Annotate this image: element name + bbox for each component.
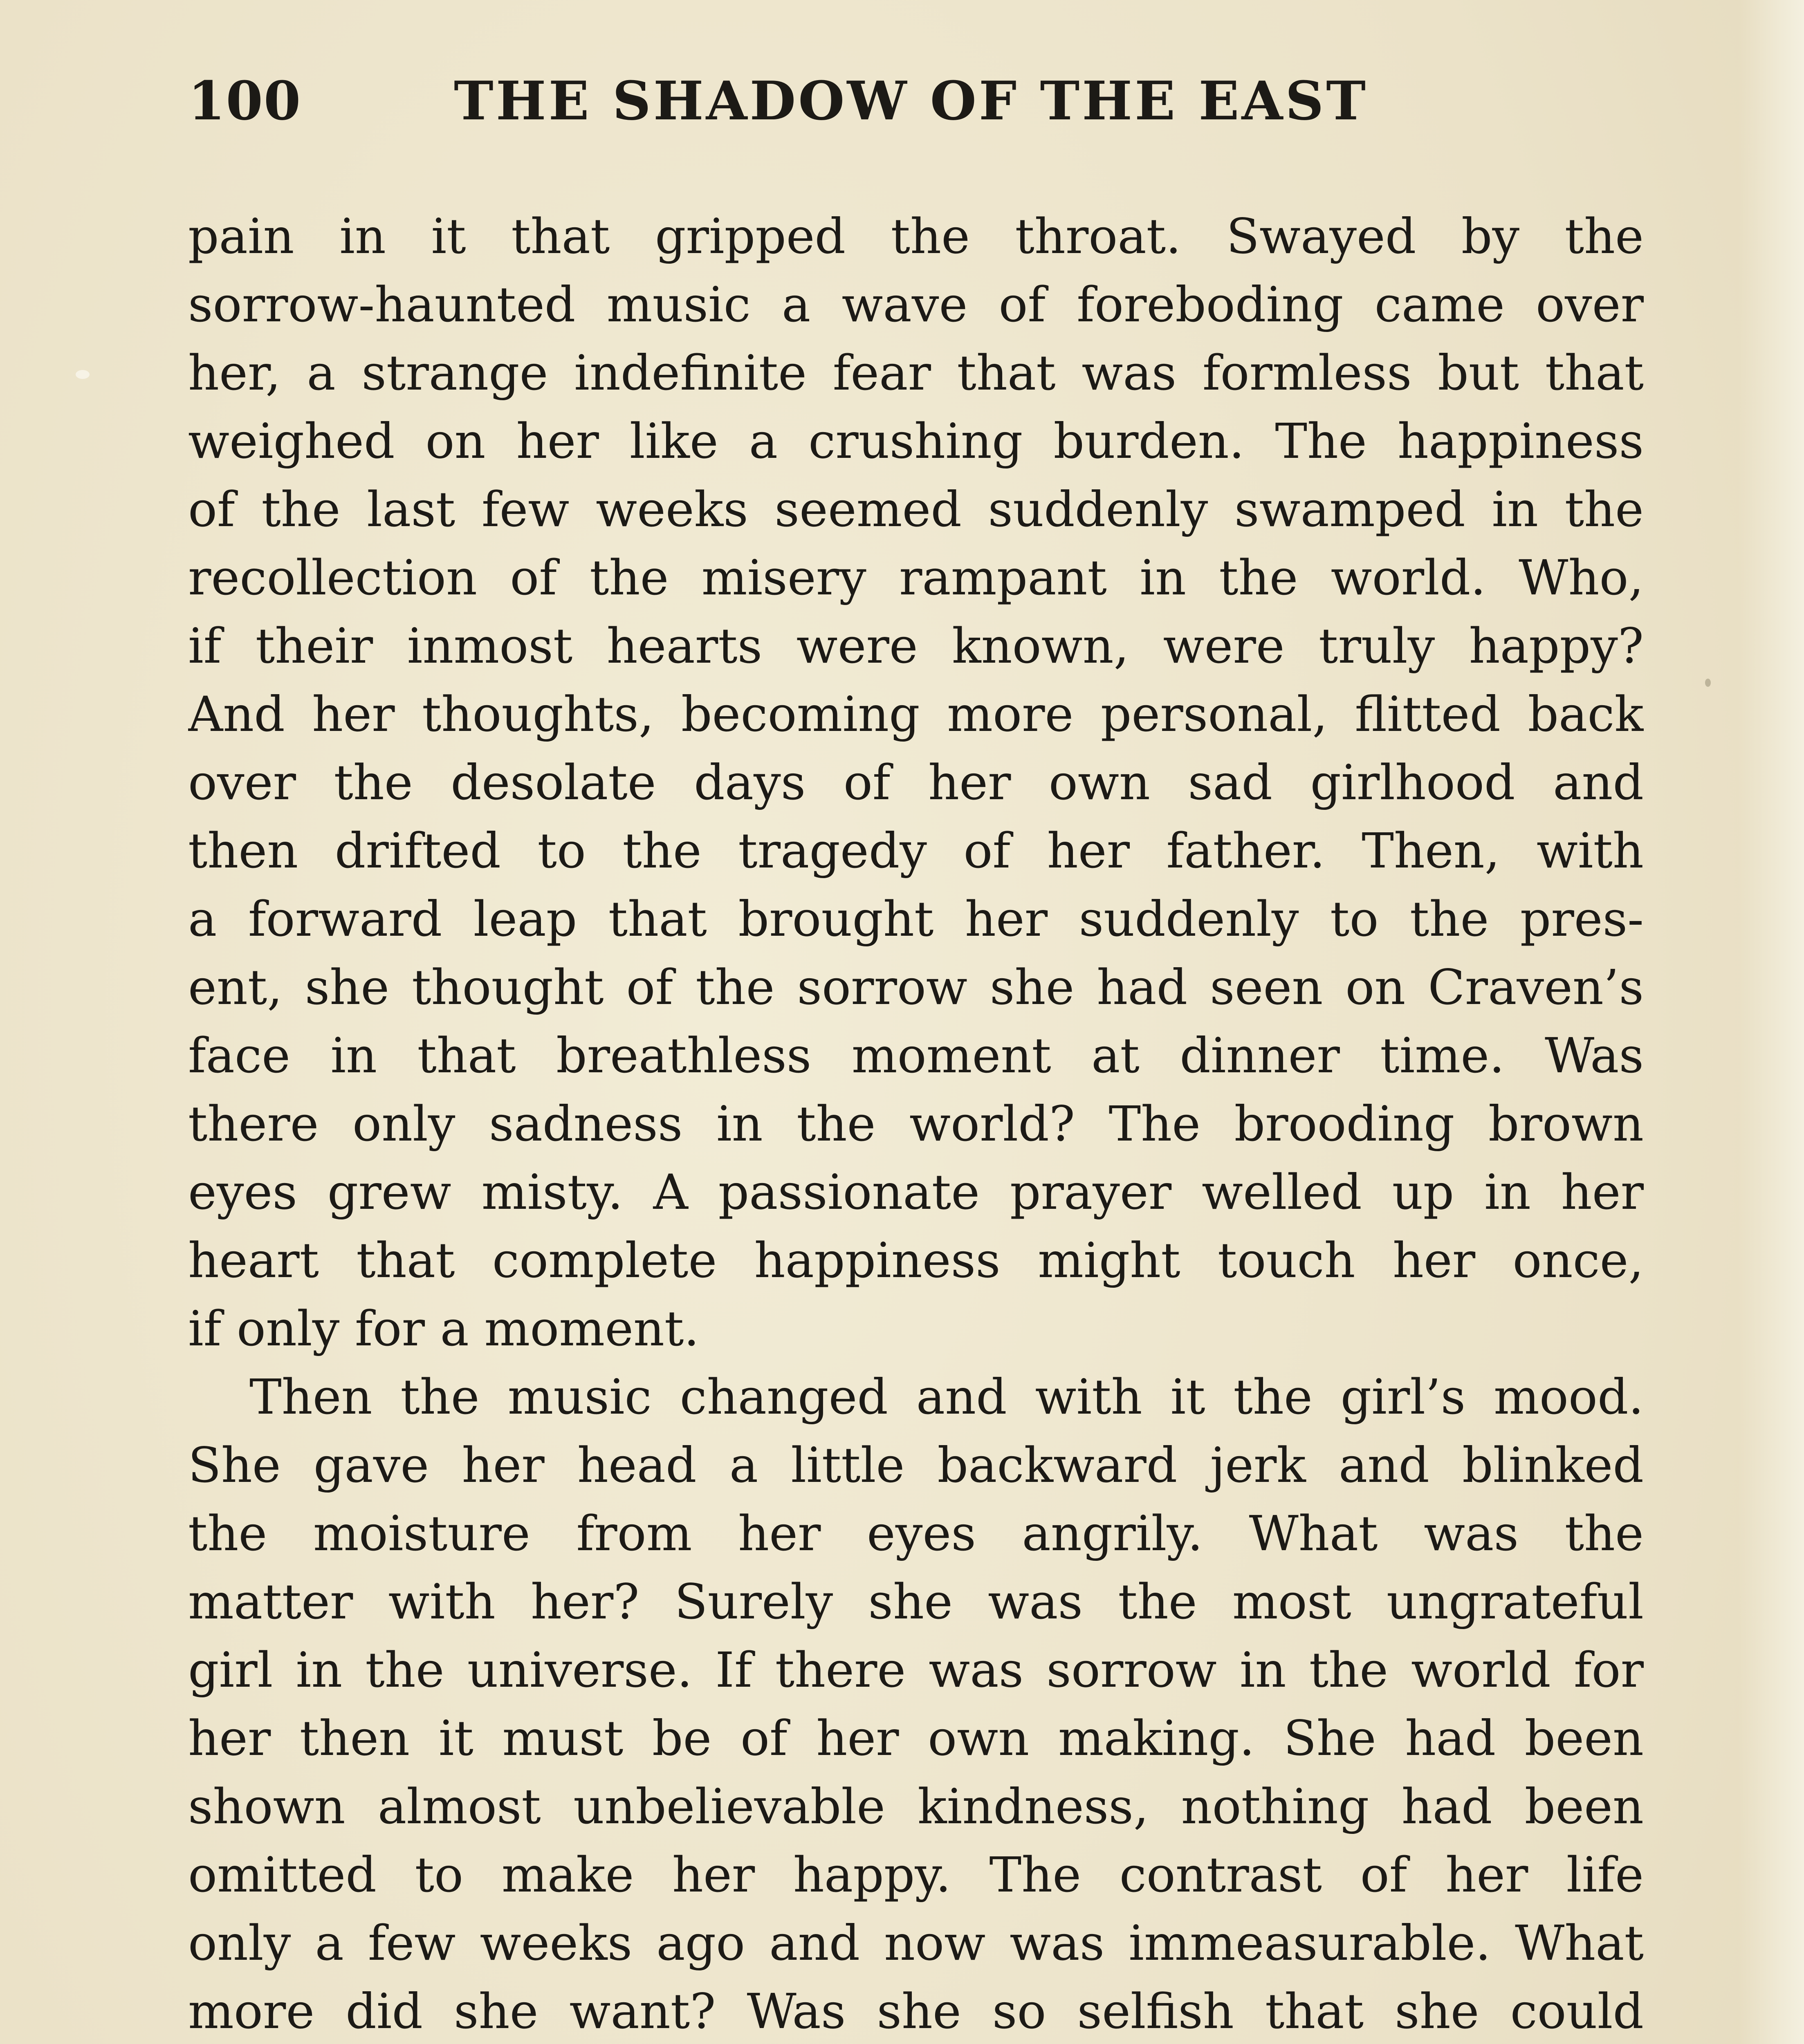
text-line: omitted to make her happy. The contrast of her life [188,1847,1644,1903]
text-line: a forward leap that brought her suddenly to the pres- [188,891,1644,947]
paper-speck [1705,679,1711,687]
text-line: weighed on her like a crushing burden. The happiness [188,413,1644,469]
text-line: if their inmost hearts were known, were truly happy? [188,618,1644,674]
text-line: her then it must be of her own making. She had been [188,1710,1644,1766]
text-line: Then the music changed and with it the girl’s mood. [249,1369,1644,1425]
text-line: of the last few weeks seemed suddenly swamped in the [188,481,1644,538]
body-text [188,202,1644,2044]
text-line: eyes grew misty. A passionate prayer welled up in her [188,1164,1644,1220]
text-line: ent, she thought of the sorrow she had seen on Craven’s [188,959,1644,1015]
running-head [188,61,1644,143]
text-line: then drifted to the tragedy of her father. Then, with [188,823,1644,879]
text-line: matter with her? Surely she was the most ungrateful [188,1573,1644,1630]
text-line: only a few weeks ago and now was immeasurable. What [188,1915,1644,1971]
book-title: THE SHADOW OF THE EAST [454,69,1368,132]
text-line: face in that breathless moment at dinner time. Was [188,1027,1644,1084]
paper-speck [76,370,90,379]
text-line: sorrow-haunted music a wave of foreboding came over [188,276,1644,333]
text-line: pain in it that gripped the throat. Swayed by the [188,208,1644,264]
text-line: shown almost unbelievable kindness, nothing had been [188,1778,1644,1835]
text-line: more did she want? Was she so selfish that she could [188,1983,1644,2040]
text-line: recollection of the misery rampant in the world. Who, [188,549,1644,606]
text-line: girl in the universe. If there was sorrow in the world for [188,1642,1644,1698]
text-line: And her thoughts, becoming more personal, flitted back [188,686,1644,742]
text-line: the moisture from her eyes angrily. What was the [188,1505,1644,1562]
text-line: her, a strange indefinite fear that was formless but that [188,345,1644,401]
text-line: over the desolate days of her own sad girlhood and [188,754,1644,811]
text-line: if only for a moment. [188,1300,699,1357]
text-line: heart that complete happiness might touch her once, [188,1232,1644,1289]
page-edge-shadow [1739,0,1804,2044]
text-line: She gave her head a little backward jerk and blinked [188,1437,1644,1493]
page-number: 100 [188,69,302,132]
text-line: there only sadness in the world? The brooding brown [188,1096,1644,1152]
